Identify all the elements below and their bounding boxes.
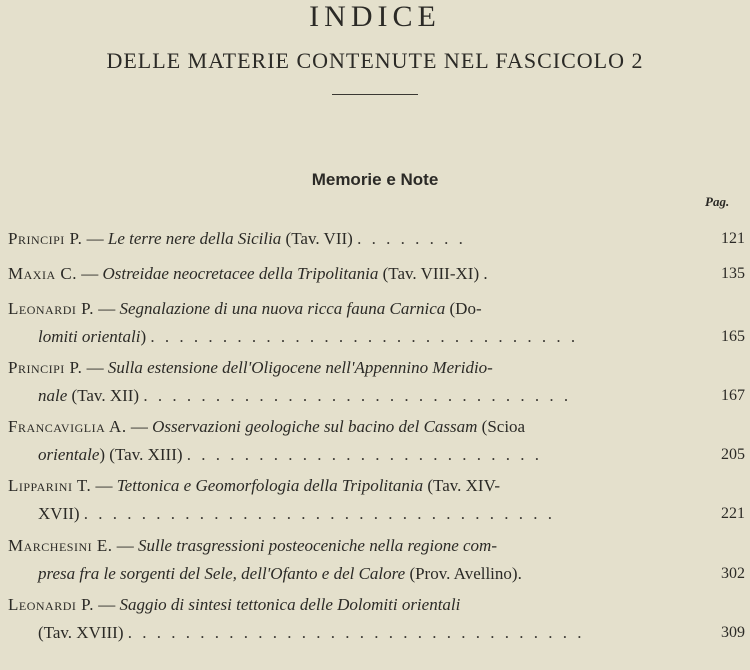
entry-tail-continued: ): [140, 327, 147, 346]
entry-page: 302: [721, 565, 745, 582]
entry-author: Leonardi P.: [8, 299, 94, 318]
entry-author: Lipparini T.: [8, 476, 92, 495]
entry-tail-continued: (Prov. Avellino).: [409, 564, 522, 583]
entry-title: Sulle trasgressioni posteoceniche nella regione com-: [138, 536, 497, 555]
leader-dots: . . . . . . . . . . . . . . . . . . . . . . . . . . . . . .: [150, 327, 579, 346]
toc-entry: Principi P. — Le terre nere della Sicilia (Tav. VII) . . . . . . . . 121: [8, 226, 745, 252]
toc-entry: Leonardi P. — Segnalazione di una nuova ricca fauna Carnica (Do- lomiti orientali) . . . . . . . . . . . . . . . . . . . . . . . . . . . . . . 165: [8, 296, 745, 350]
entry-author: Leonardi P.: [8, 595, 94, 614]
entry-title: Osservazioni geologiche sul bacino del Cassam: [152, 417, 478, 436]
leader-dots: . . . . . . . .: [357, 229, 466, 248]
entry-title: Segnalazione di una nuova ricca fauna Carnica: [119, 299, 446, 318]
entry-tail-continued: XVII): [38, 504, 80, 523]
entry-title-continued: nale: [38, 386, 68, 405]
entry-tail-continued: ) (Tav. XIII): [99, 445, 183, 464]
entry-page: 205: [721, 446, 745, 463]
entry-title: Ostreidae neocretacee della Tripolitania: [102, 264, 379, 283]
entry-title: Saggio di sintesi tettonica delle Dolomiti orientali: [119, 595, 461, 614]
toc-entry: Lipparini T. — Tettonica e Geomorfologia della Tripolitania (Tav. XIV- XVII) . . . . . . . . . . . . . . . . . . . . . . . . . . . . . . . . . 221: [8, 473, 745, 527]
toc-entry: Marchesini E. — Sulle trasgressioni posteoceniche nella regione com- presa fra le sorgenti del Sele, dell'Ofanto e del Calore (Prov. Avellino). 302: [8, 533, 745, 587]
entry-page: 135: [721, 265, 745, 282]
page-title: INDICE: [309, 0, 441, 33]
toc-entry: Leonardi P. — Saggio di sintesi tettonica delle Dolomiti orientali (Tav. XVIII) . . . . . . . . . . . . . . . . . . . . . . . . . . . . . . . . 309: [8, 592, 745, 646]
entry-author: Maxia C.: [8, 264, 77, 283]
leader-dots: . . . . . . . . . . . . . . . . . . . . . . . . . . . . . . . . .: [83, 504, 556, 523]
toc-entry: Maxia C. — Ostreidae neocretacee della Tripolitania (Tav. VIII-XI) . 135: [8, 261, 745, 287]
entry-page: 167: [721, 387, 745, 404]
entry-tail-continued: (Tav. XVIII): [38, 623, 124, 642]
entry-title: Sulla estensione dell'Oligocene nell'Appennino Meridio-: [107, 358, 493, 377]
entry-title-continued: lomiti orientali: [38, 327, 141, 346]
entry-author: Francaviglia A.: [8, 417, 127, 436]
entry-title: Le terre nere della Sicilia: [107, 229, 282, 248]
entry-page: 121: [721, 230, 745, 247]
entry-tail: (Tav. VIII-XI) .: [382, 264, 488, 283]
section-heading: Memorie e Note: [311, 170, 439, 189]
entry-tail: (Tav. VII): [285, 229, 353, 248]
entry-tail: (Do-: [449, 299, 482, 318]
leader-dots: . . . . . . . . . . . . . . . . . . . . . . . . . . . . . .: [143, 386, 572, 405]
entry-page: 309: [721, 624, 745, 641]
entry-tail: (Scioa: [481, 417, 526, 436]
entry-tail-continued: (Tav. XII): [71, 386, 140, 405]
leader-dots: . . . . . . . . . . . . . . . . . . . . . . . . .: [186, 445, 543, 464]
entry-title: Tettonica e Geomorfologia della Tripolitania: [116, 476, 424, 495]
entry-author: Marchesini E.: [8, 536, 113, 555]
entry-tail: (Tav. XIV-: [427, 476, 500, 495]
toc-entry: Francaviglia A. — Osservazioni geologiche sul bacino del Cassam (Scioa orientale) (Tav. XIII) . . . . . . . . . . . . . . . . . . . . . . . . . 205: [8, 414, 745, 468]
entry-author: Principi P.: [8, 229, 83, 248]
entry-author: Principi P.: [8, 358, 83, 377]
entry-page: 165: [721, 328, 745, 345]
title-rule: [332, 94, 418, 95]
page-column-label: Pag.: [705, 194, 730, 209]
entry-title-continued: presa fra le sorgenti del Sele, dell'Ofanto e del Calore: [38, 564, 406, 583]
toc-entry: Principi P. — Sulla estensione dell'Oligocene nell'Appennino Meridio- nale (Tav. XII) . . . . . . . . . . . . . . . . . . . . . . . . . . . . . . 167: [8, 355, 745, 409]
page-subtitle: DELLE MATERIE CONTENUTE NEL FASCICOLO 2: [106, 48, 644, 73]
leader-dots: . . . . . . . . . . . . . . . . . . . . . . . . . . . . . . . .: [127, 623, 585, 642]
entry-page: 221: [721, 505, 745, 522]
entry-title-continued: orientale: [38, 445, 100, 464]
